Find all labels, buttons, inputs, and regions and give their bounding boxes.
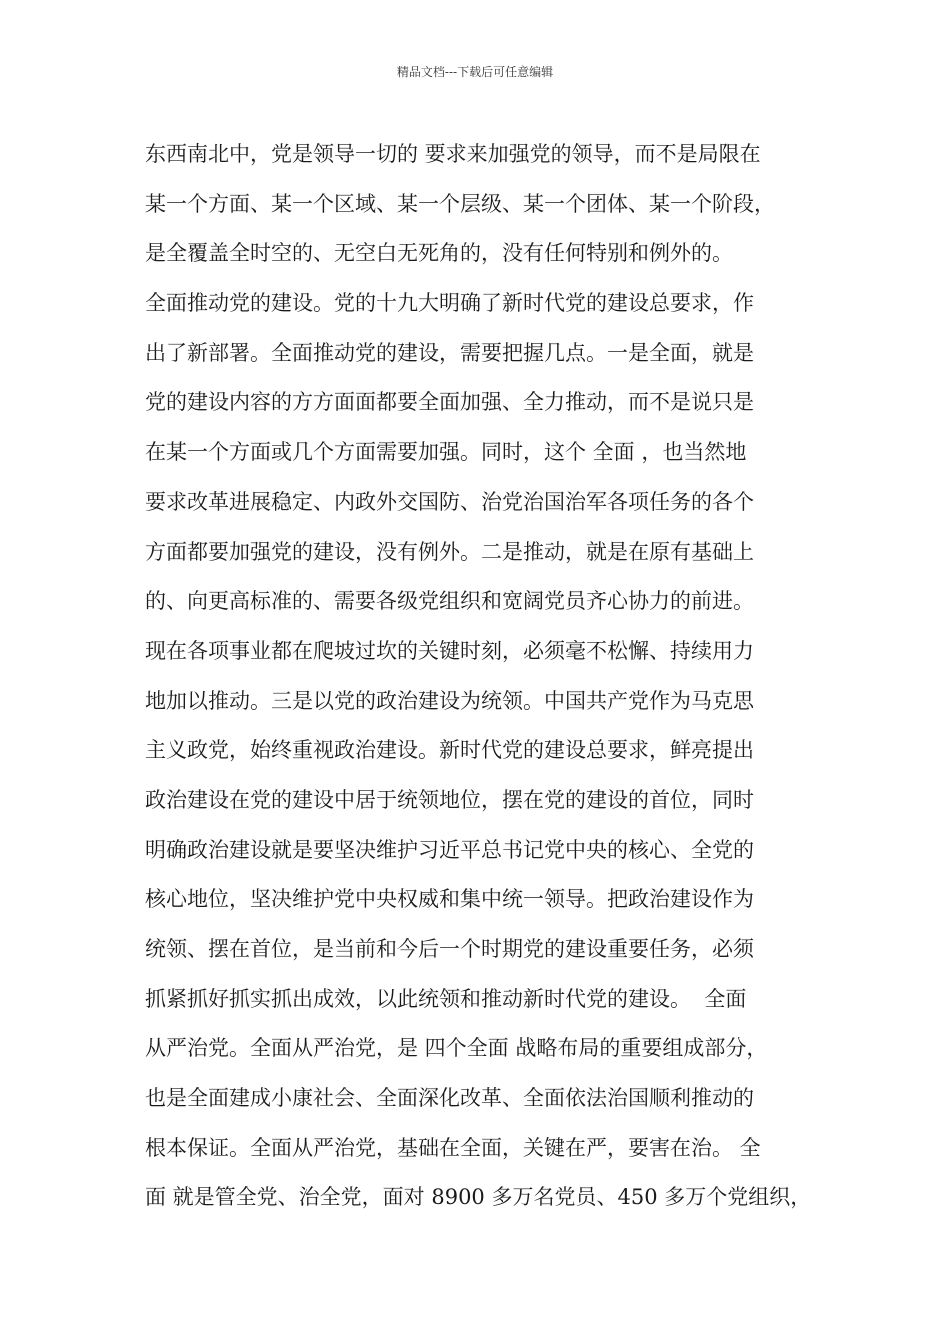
text-line: 党的建设内容的方方面面都要全面加强、全力推动，而不是说只是 [145,390,754,415]
text-line: 东西南北中，党是领导一切的 要求来加强党的领导，而不是局限在 [145,142,761,166]
text-line: 某一个方面、某一个区域、某一个层级、某一个团体、某一个阶段， [145,191,775,216]
text-line: 地加以推动。三是以党的政治建设为统领。中国共产党作为马克思 [145,688,754,713]
text-line: 出了新部署。全面推动党的建设，需要把握几点。一是全面，就是 [145,340,754,365]
text-line: 抓紧抓好抓实抓出成效，以此统领和推动新时代党的建设。 全面 [145,986,747,1011]
text-line: 政治建设在党的建设中居于统领地位，摆在党的建设的首位，同时 [145,787,754,812]
text-line: 在某一个方面或几个方面需要加强。同时，这个 全面 ，也当然地 [145,440,747,465]
page-header: 精品文档---下载后可任意编辑 [396,65,554,79]
text-line: 面 就是管全党、治全党，面对 8900 多万名党员、450 多万个党组织， [145,1185,812,1210]
body-text [145,130,835,1223]
text-line: 从严治党。全面从严治党，是 四个全面 战略布局的重要组成部分， [145,1036,768,1061]
text-line: 也是全面建成小康社会、全面深化改革、全面依法治国顺利推动的 [145,1086,754,1111]
text-line: 主义政党，始终重视政治建设。新时代党的建设总要求，鲜亮提出 [145,738,754,763]
text-line: 要求改革进展稳定、内政外交国防、治党治国治军各项任务的各个 [145,489,754,514]
text-line: 全面推动党的建设。党的十九大明确了新时代党的建设总要求，作 [145,291,754,316]
text-line: 的、向更高标准的、需要各级党组织和宽阔党员齐心协力的前进。 [145,589,754,614]
text-line: 是全覆盖全时空的、无空白无死角的，没有任何特别和例外的。 [145,241,733,266]
text-line: 现在各项事业都在爬坡过坎的关键时刻，必须毫不松懈、持续用力 [145,638,754,663]
text-line: 方面都要加强党的建设，没有例外。二是推动，就是在原有基础上 [145,539,754,564]
text-line: 核心地位，坚决维护党中央权威和集中统一领导。把政治建设作为 [145,887,754,912]
text-line: 根本保证。全面从严治党，基础在全面，关键在严，要害在治。 全 [145,1135,761,1160]
text-line: 明确政治建设就是要坚决维护习近平总书记党中央的核心、全党的 [145,837,754,862]
text-line: 统领、摆在首位，是当前和今后一个时期党的建设重要任务，必须 [145,937,754,961]
